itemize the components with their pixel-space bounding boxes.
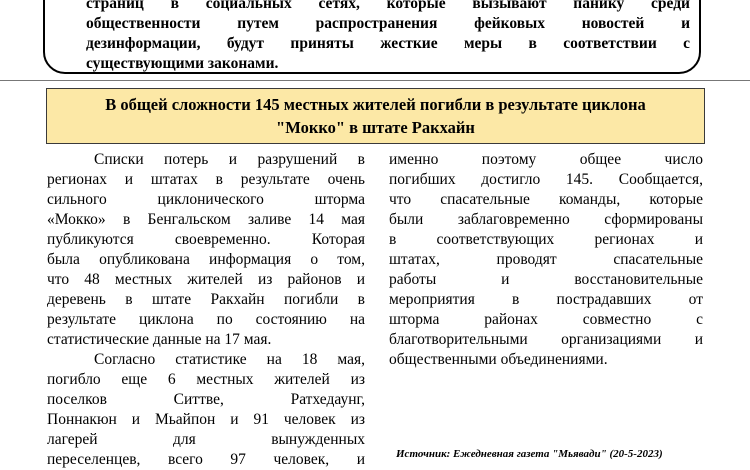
article-line: погибло еще 6 местных жителей из (47, 371, 365, 388)
article-line: публикуются своевременно. Которая (47, 231, 365, 248)
article-line: Поннакюн и Мьайпон и 91 человек из (47, 411, 365, 428)
article-line: Списки потерь и разрушений в (94, 151, 365, 168)
article-line: штатах, проводят спасательные (389, 251, 703, 268)
article-line: что 48 местных жителей из районов и (47, 271, 365, 288)
page-divider (0, 80, 750, 81)
article-line: работы и восстановительные (389, 271, 703, 288)
article-line: деревень в штате Ракхайн погибли в (47, 291, 365, 308)
notice-text (86, 0, 690, 74)
article-left-column (47, 150, 365, 470)
article-line: что спасательные команды, которые (389, 191, 703, 208)
article-line: сильного циклонического шторма (47, 191, 365, 208)
article-line: в соответствующих регионах и (389, 231, 703, 248)
article-line: «Мокко» в Бенгальском заливе 14 мая (47, 211, 365, 228)
article-line: лагерей для вынужденных (47, 431, 365, 448)
article-line: погибших достигло 145. Сообщается, (389, 171, 703, 188)
article-line: была опубликована информация о том, (47, 251, 365, 268)
article-line: мероприятия в пострадавших от (389, 291, 703, 308)
article-line: поселков Ситтве, Ратхедаунг, (47, 391, 365, 408)
source-credit: Источник: Ежедневная газета "Мьявади" (20-5-2023) (396, 448, 663, 460)
article-line: общественными объединениями. (389, 351, 608, 368)
article-right-column (389, 150, 703, 370)
headline-box (46, 88, 705, 144)
article-line: были заблаговременно сформированы (389, 211, 703, 228)
article-line: именно поэтому общее число (389, 151, 703, 168)
article-line: Согласно статистике на 18 мая, (94, 351, 365, 368)
notice-line: дезинформации, будут приняты жесткие меры в соответствии с (86, 35, 690, 52)
article-line: результате циклона по состоянию на (47, 311, 365, 328)
article-line: статистические данные на 17 мая. (47, 331, 272, 348)
article-line: переселенцев, всего 97 человек, и (47, 451, 365, 468)
notice-line: общественности путем распространения фейковых новостей и (86, 15, 690, 32)
article-line: шторма районах совместно с (389, 311, 703, 328)
notice-line: страниц в социальных сетях, которые вызывают панику среди (86, 0, 690, 12)
headline-line: "Мокко" в штате Ракхайн (276, 118, 475, 137)
article-line: регионах и штатах в результате очень (47, 171, 365, 188)
notice-line: существующими законами. (86, 55, 279, 72)
headline-line: В общей сложности 145 местных жителей погибли в результате циклона (105, 95, 646, 114)
article-line: благотворительными организациями и (389, 331, 703, 348)
